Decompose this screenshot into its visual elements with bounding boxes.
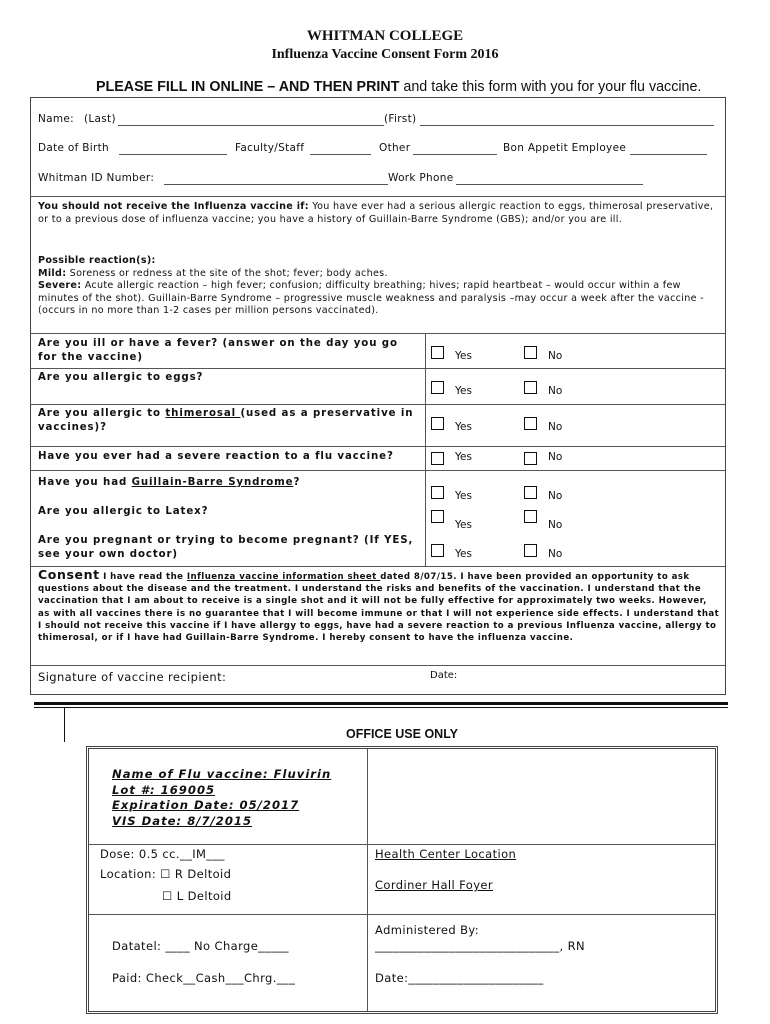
other-field[interactable]: [413, 154, 497, 155]
divider: [89, 844, 715, 845]
administered-rn[interactable]: ______________________________, RN: [375, 939, 586, 953]
lot-number: Lot #: 169005: [112, 782, 216, 797]
severe-text: Acute allergic reaction – high fever; confusion; difficulty breathing; hives; rapid heartbeat – would occur within a few minutes of the shot). Guillain-Barre Syndrome – progressive muscle weakness and paralysis –may occur a week after the vaccine - (occurs in no more than 1-2 cases per million persons vaccinated).: [38, 280, 704, 316]
bon-label: Bon Appetit Employee: [503, 142, 627, 154]
id-field[interactable]: [164, 184, 388, 185]
vaccine-name: Name of Flu vaccine: Fluvirin: [112, 767, 332, 781]
mild-text: Soreness or redness at the site of the shot; fever; body aches.: [66, 267, 388, 279]
dob-label: Date of Birth: [38, 142, 110, 154]
vis-date: VIS Date: 8/7/2015: [112, 813, 253, 828]
no-label: No: [548, 350, 563, 362]
faculty-label: Faculty/Staff: [235, 142, 305, 154]
yes-label: Yes: [455, 385, 472, 397]
question-severe-reaction: Have you ever had a severe reaction to a flu vaccine?: [38, 451, 394, 462]
location-r[interactable]: Location: ☐ R Deltoid: [100, 867, 232, 881]
instruction-bold: PLEASE FILL IN ONLINE – AND THEN PRINT: [96, 79, 400, 95]
yes-label: Yes: [455, 350, 472, 362]
yes-label: Yes: [455, 490, 472, 502]
checkbox[interactable]: [524, 544, 537, 557]
thimerosal-link[interactable]: thimerosal: [165, 408, 241, 419]
faculty-field[interactable]: [310, 154, 371, 155]
bon-field[interactable]: [630, 154, 707, 155]
administered-by: Administered By:: [375, 923, 480, 937]
no-label: No: [548, 519, 563, 531]
no-label: No: [548, 421, 563, 433]
checkbox[interactable]: [524, 417, 537, 430]
paid: Paid: Check__Cash___Chrg.___: [112, 971, 296, 985]
question-thimerosal: [38, 407, 418, 435]
separator: [34, 707, 728, 708]
yes-label: Yes: [455, 421, 472, 433]
no-label: No: [548, 451, 563, 463]
separator: [34, 702, 728, 705]
consent-pre: I have read the: [99, 572, 187, 582]
reactions-block: [38, 255, 722, 318]
warning-body: You have ever had a serious allergic reaction to eggs, thimerosal preservative, or to a previous dose of influenza vaccine; you have a history of Guillain-Barre Syndrome (GBS); and/or you are ill.: [38, 201, 714, 225]
other-label: Other: [379, 142, 411, 154]
divider: [30, 446, 725, 447]
consent-heading: Consent: [38, 567, 100, 582]
q3-pre: Are you allergic to: [38, 408, 166, 419]
first-label: (First): [384, 113, 417, 125]
consent-block: [38, 569, 722, 644]
divider: [30, 404, 725, 405]
last-name-field[interactable]: [118, 125, 384, 126]
warning-lead: You should not receive the Influenza vaccine if:: [38, 201, 309, 212]
divider: [30, 665, 725, 666]
college-name: WHITMAN COLLEGE: [306, 28, 464, 44]
instruction: [96, 79, 701, 95]
checkbox[interactable]: [431, 417, 444, 430]
divider: [30, 368, 725, 369]
yes-label: Yes: [455, 519, 472, 531]
checkbox[interactable]: [524, 510, 537, 523]
phone-label: Work Phone: [388, 172, 454, 184]
name-label: Name:: [38, 113, 75, 125]
office-heading: OFFICE USE ONLY: [345, 727, 459, 741]
id-label: Whitman ID Number:: [38, 172, 155, 184]
expiration-date: Expiration Date: 05/2017: [112, 798, 300, 812]
health-center-location: Health Center Location: [375, 847, 517, 861]
question-gbs: [38, 476, 418, 490]
warning-text: [38, 201, 718, 226]
checkbox[interactable]: [431, 381, 444, 394]
datatel: Datatel: ____ No Charge_____: [112, 939, 289, 953]
dob-field[interactable]: [119, 154, 227, 155]
form-title: Influenza Vaccine Consent Form 2016: [271, 47, 499, 62]
office-date[interactable]: Date:______________________: [375, 971, 544, 985]
checkbox[interactable]: [431, 486, 444, 499]
yes-label: Yes: [455, 548, 472, 560]
instruction-rest: and take this form with you for your flu vaccine.: [399, 79, 702, 95]
checkbox[interactable]: [431, 544, 444, 557]
question-pregnant: Are you pregnant or trying to become pregnant? (If YES, see your own doctor): [38, 535, 414, 560]
cordiner-location: Cordiner Hall Foyer: [375, 878, 494, 892]
divider: [30, 333, 725, 334]
mild-line: [38, 268, 722, 281]
dose: Dose: 0.5 cc.__IM___: [100, 847, 225, 861]
signature-label: Signature of vaccine recipient:: [38, 670, 227, 684]
checkbox[interactable]: [431, 346, 444, 359]
severe-label: Severe:: [38, 280, 82, 291]
checkbox[interactable]: [524, 381, 537, 394]
no-label: No: [548, 385, 563, 397]
question-latex: Are you allergic to Latex?: [38, 506, 209, 517]
q5-post: ?: [293, 477, 301, 488]
vaccine-info: [112, 767, 331, 829]
question-ill: Are you ill or have a fever? (answer on the day you go for the vaccine): [38, 338, 398, 363]
mild-label: Mild:: [38, 267, 67, 279]
question-eggs: Are you allergic to eggs?: [38, 372, 204, 383]
yes-label: Yes: [455, 451, 472, 463]
severe-line: [38, 280, 722, 318]
q3-post: (used as a preservative in vaccines)?: [38, 408, 414, 433]
checkbox[interactable]: [431, 452, 444, 465]
divider: [30, 566, 725, 567]
location-l[interactable]: ☐ L Deltoid: [162, 889, 232, 903]
vis-link[interactable]: Influenza vaccine information sheet: [186, 572, 381, 582]
divider: [30, 470, 725, 471]
signature-date-label: Date:: [430, 670, 458, 681]
phone-field[interactable]: [456, 184, 643, 185]
checkbox[interactable]: [524, 452, 537, 465]
gbs-link[interactable]: Guillain-Barre Syndrome: [131, 477, 294, 488]
name-row: [38, 113, 74, 125]
checkbox[interactable]: [524, 486, 537, 499]
checkbox[interactable]: [431, 510, 444, 523]
q5-pre: Have you had: [38, 477, 132, 488]
reactions-heading: Possible reaction(s):: [38, 255, 156, 266]
consent-text: dated 8/07/15. I have been provided an opportunity to ask questions about the disease and the treatment. I understand the risks and benefits of the vaccination. I understand that the vaccination that I am about to receive is a single shot and it will not be fully effective for approximately two weeks. However, as with all vaccines there is no guarantee that I will become immune or that I will not experience side effects. I understand that I should not receive this vaccine if I have allergy to eggs, have had a severe reaction to a previous Influenza vaccine, allergy to thimerosal, or if I have had Guillain-Barre Syndrome. I hereby consent to have the influenza vaccine.: [38, 572, 720, 644]
last-label: (Last): [84, 113, 116, 125]
no-label: No: [548, 490, 563, 502]
divider: [367, 749, 368, 1011]
checkbox[interactable]: [524, 346, 537, 359]
divider: [30, 196, 725, 197]
divider: [89, 914, 715, 915]
no-label: No: [548, 548, 563, 560]
first-name-field[interactable]: [420, 125, 714, 126]
